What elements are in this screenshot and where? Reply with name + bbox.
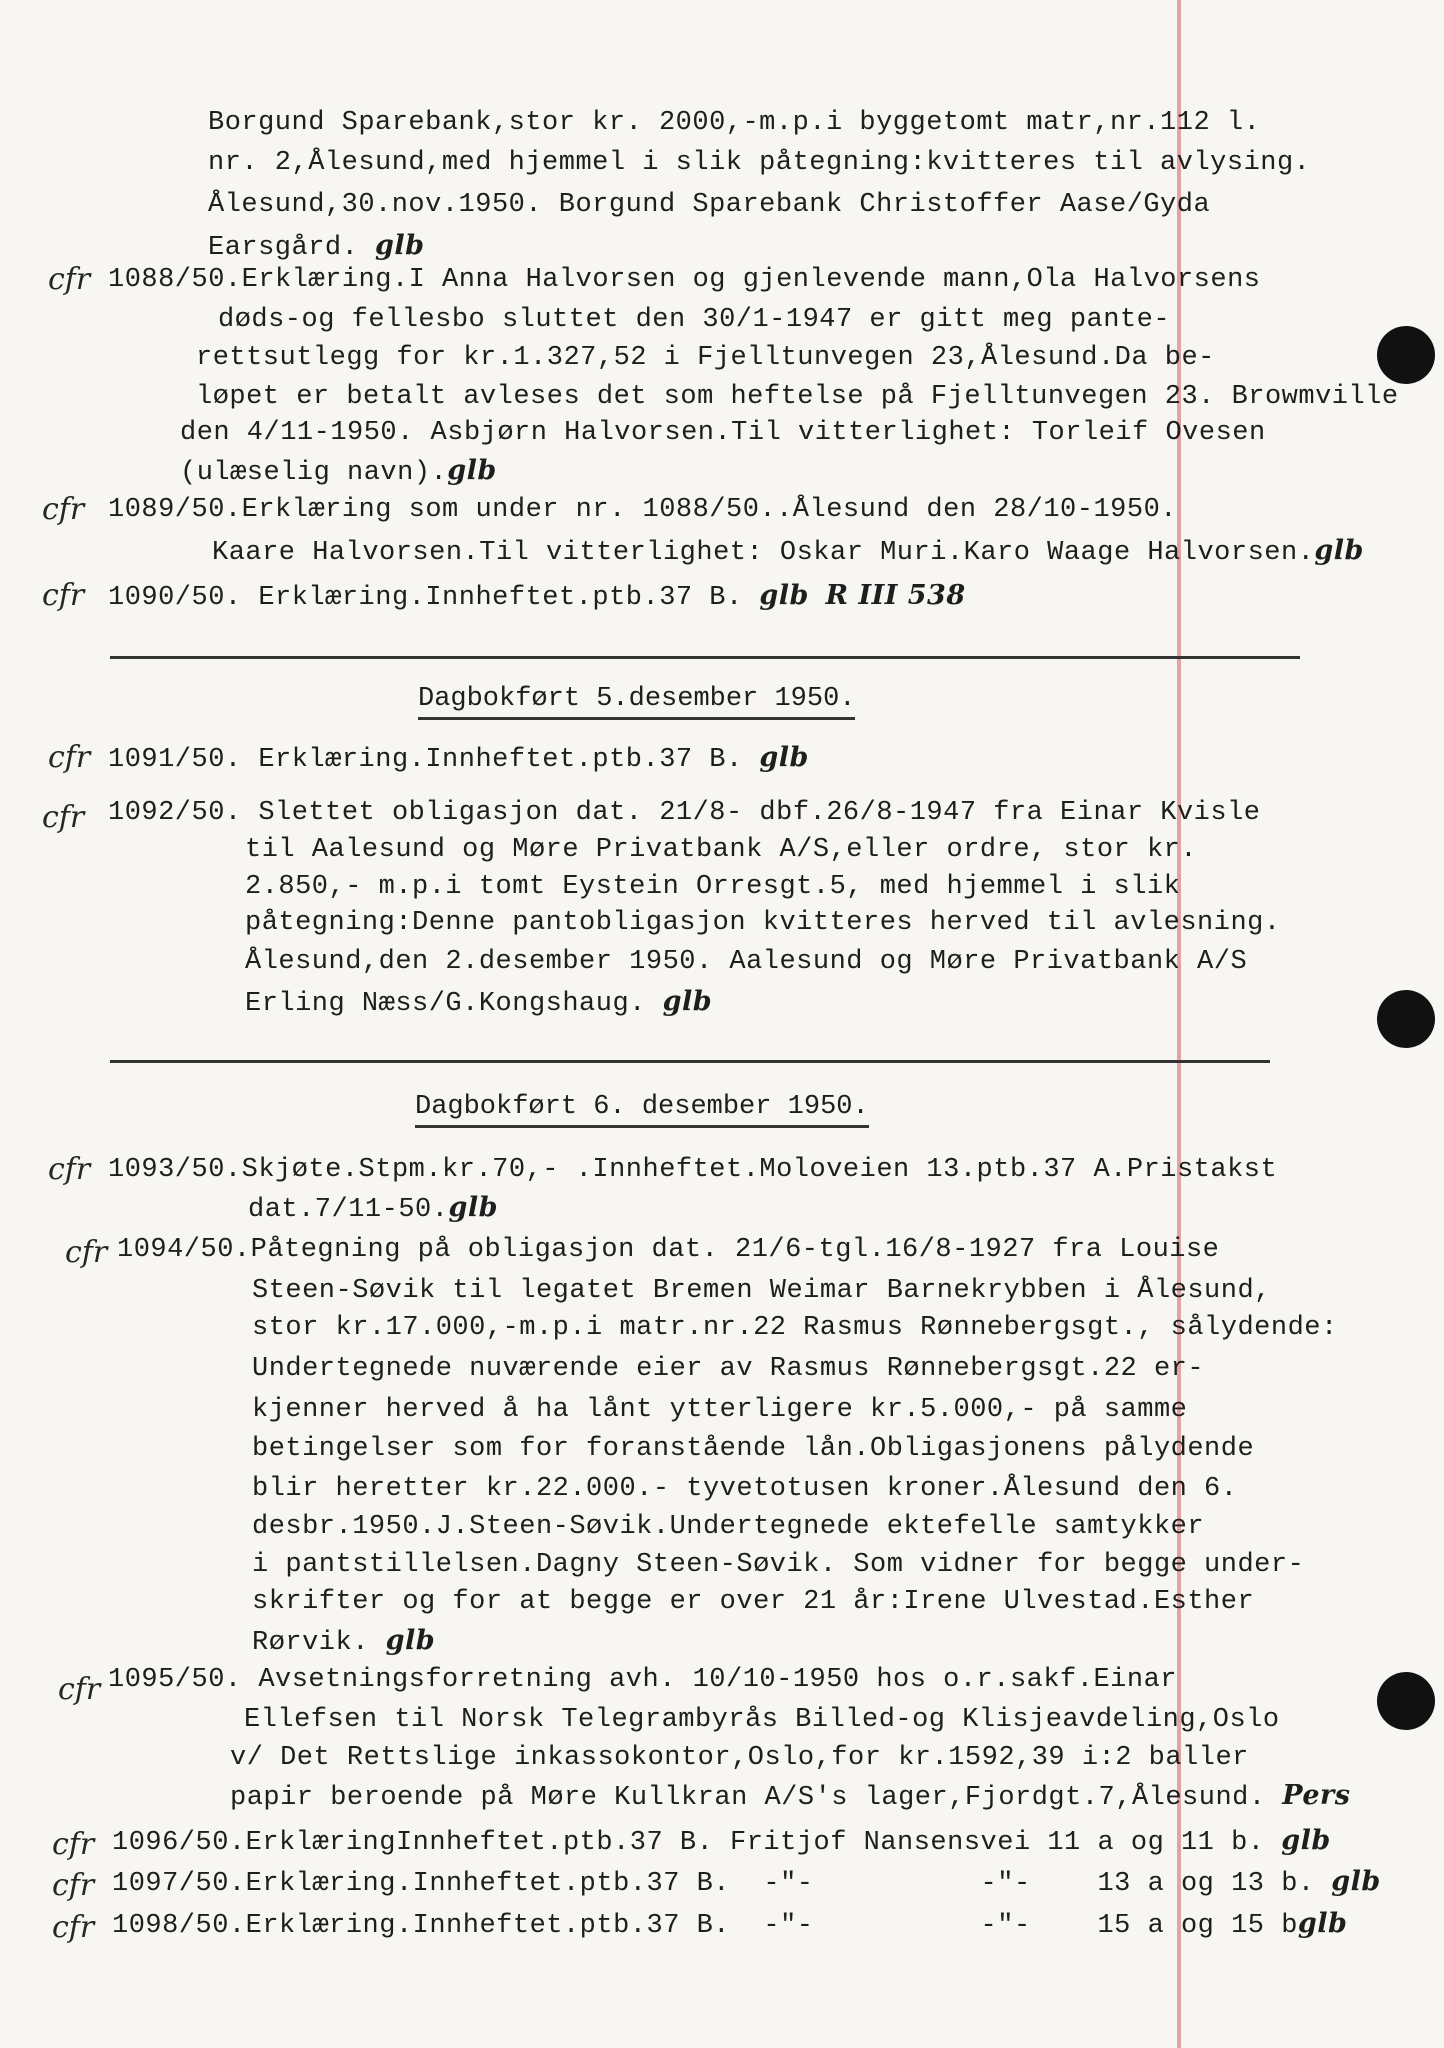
margin-mark: cfr: [52, 1868, 95, 1903]
section-heading: Dagbokført 6. desember 1950.: [415, 1091, 869, 1128]
text-line: døds-og fellesbo sluttet den 30/1-1947 er gitt meg pante-: [218, 305, 1171, 335]
text-line: (ulæselig navn).glb: [180, 455, 497, 488]
margin-mark: cfr: [42, 492, 85, 527]
text-line: den 4/11-1950. Asbjørn Halvorsen.Til vitterlighet: Torleif Ovesen: [180, 418, 1266, 448]
margin-mark: cfr: [52, 1827, 95, 1862]
margin-mark: cfr: [48, 740, 91, 775]
text-line: Rørvik. glb: [252, 1625, 436, 1658]
margin-mark: cfr: [48, 1152, 91, 1187]
text-line: desbr.1950.J.Steen-Søvik.Undertegnede ektefelle samtykker: [252, 1512, 1205, 1542]
text-line: til Aalesund og Møre Privatbank A/S,eller ordre, stor kr.: [245, 835, 1198, 865]
text-line: Ålesund,den 2.desember 1950. Aalesund og Møre Privatbank A/S: [245, 947, 1248, 977]
text-line: Kaare Halvorsen.Til vitterlighet: Oskar Muri.Karo Waage Halvorsen.glb: [212, 535, 1364, 568]
entry-line: 1091/50. Erklæring.Innheftet.ptb.37 B. glb: [108, 742, 809, 775]
entry-line: 1092/50. Slettet obligasjon dat. 21/8- dbf.26/8-1947 fra Einar Kvisle: [108, 798, 1261, 828]
text-line: løpet er betalt avleses det som heftelse på Fjelltunvegen 23. Browmville: [196, 382, 1399, 412]
text-line: stor kr.17.000,-m.p.i matr.nr.22 Rasmus Rønnebergsgt., sålydende:: [252, 1313, 1338, 1343]
text-line: dat.7/11-50.glb: [248, 1192, 498, 1225]
text-line: skrifter og for at begge er over 21 år:Irene Ulvestad.Esther: [252, 1587, 1255, 1617]
section-heading: Dagbokført 5.desember 1950.: [418, 683, 855, 720]
text-line: blir heretter kr.22.000.- tyvetotusen kroner.Ålesund den 6.: [252, 1474, 1238, 1504]
entry-line: 1096/50.ErklæringInnheftet.ptb.37 B. Fritjof Nansensvei 11 a og 11 b. glb: [112, 1825, 1331, 1858]
punch-hole: [1377, 326, 1435, 384]
margin-mark: cfr: [65, 1235, 108, 1270]
text-line: Undertegnede nuværende eier av Rasmus Rønnebergsgt.22 er-: [252, 1354, 1205, 1384]
margin-mark: cfr: [52, 1910, 95, 1945]
text-line: Ellefsen til Norsk Telegrambyrås Billed-og Klisjeavdeling,Oslo: [244, 1705, 1280, 1735]
text-line: Steen-Søvik til legatet Bremen Weimar Barnekrybben i Ålesund,: [252, 1276, 1271, 1306]
divider: [110, 1060, 1270, 1063]
text-line: Earsgård. glb: [208, 230, 425, 263]
margin-line: [1177, 0, 1181, 2048]
text-line: nr. 2,Ålesund,med hjemmel i slik påtegning:kvitteres til avlysing.: [208, 148, 1311, 178]
punch-hole: [1377, 1672, 1435, 1730]
entry-line: 1097/50.Erklæring.Innheftet.ptb.37 B. -"- -"- 13 a og 13 b. glb: [112, 1866, 1381, 1899]
margin-mark: cfr: [58, 1672, 101, 1707]
text-line: kjenner herved å ha lånt ytterligere kr.5.000,- på samme: [252, 1395, 1188, 1425]
entry-line: 1090/50. Erklæring.Innheftet.ptb.37 B. glb R III 538: [108, 580, 966, 613]
entry-line: 1088/50.Erklæring.I Anna Halvorsen og gjenlevende mann,Ola Halvorsens: [108, 265, 1261, 295]
entry-line: 1094/50.Påtegning på obligasjon dat. 21/6-tgl.16/8-1927 fra Louise: [117, 1235, 1220, 1265]
text-line: Ålesund,30.nov.1950. Borgund Sparebank Christoffer Aase/Gyda: [208, 190, 1211, 220]
text-line: Borgund Sparebank,stor kr. 2000,-m.p.i byggetomt matr,nr.112 l.: [208, 108, 1261, 138]
divider: [110, 656, 1300, 659]
text-line: v/ Det Rettslige inkassokontor,Oslo,for kr.1592,39 i:2 baller: [230, 1743, 1249, 1773]
margin-mark: cfr: [42, 800, 85, 835]
margin-mark: cfr: [48, 262, 91, 297]
text-line: i pantstillelsen.Dagny Steen-Søvik. Som vidner for begge under-: [252, 1550, 1305, 1580]
text-line: påtegning:Denne pantobligasjon kvitteres herved til avlesning.: [245, 908, 1281, 938]
text-line: rettsutlegg for kr.1.327,52 i Fjelltunvegen 23,Ålesund.Da be-: [196, 343, 1215, 373]
punch-hole: [1377, 990, 1435, 1048]
text-line: betingelser som for foranstående lån.Obligasjonens pålydende: [252, 1434, 1255, 1464]
entry-line: 1098/50.Erklæring.Innheftet.ptb.37 B. -"- -"- 15 a og 15 bglb: [112, 1908, 1348, 1941]
margin-mark: cfr: [42, 578, 85, 613]
text-line: 2.850,- m.p.i tomt Eystein Orresgt.5, med hjemmel i slik: [245, 872, 1181, 902]
entry-line: 1093/50.Skjøte.Stpm.kr.70,- .Innheftet.Moloveien 13.ptb.37 A.Pristakst: [108, 1155, 1278, 1185]
text-line: Erling Næss/G.Kongshaug. glb: [245, 986, 713, 1019]
entry-line: 1095/50. Avsetningsforretning avh. 10/10-1950 hos o.r.sakf.Einar: [108, 1665, 1177, 1695]
text-line: papir beroende på Møre Kullkran A/S's lager,Fjordgt.7,Ålesund. Pers: [230, 1780, 1351, 1813]
entry-line: 1089/50.Erklæring som under nr. 1088/50..Ålesund den 28/10-1950.: [108, 495, 1177, 525]
